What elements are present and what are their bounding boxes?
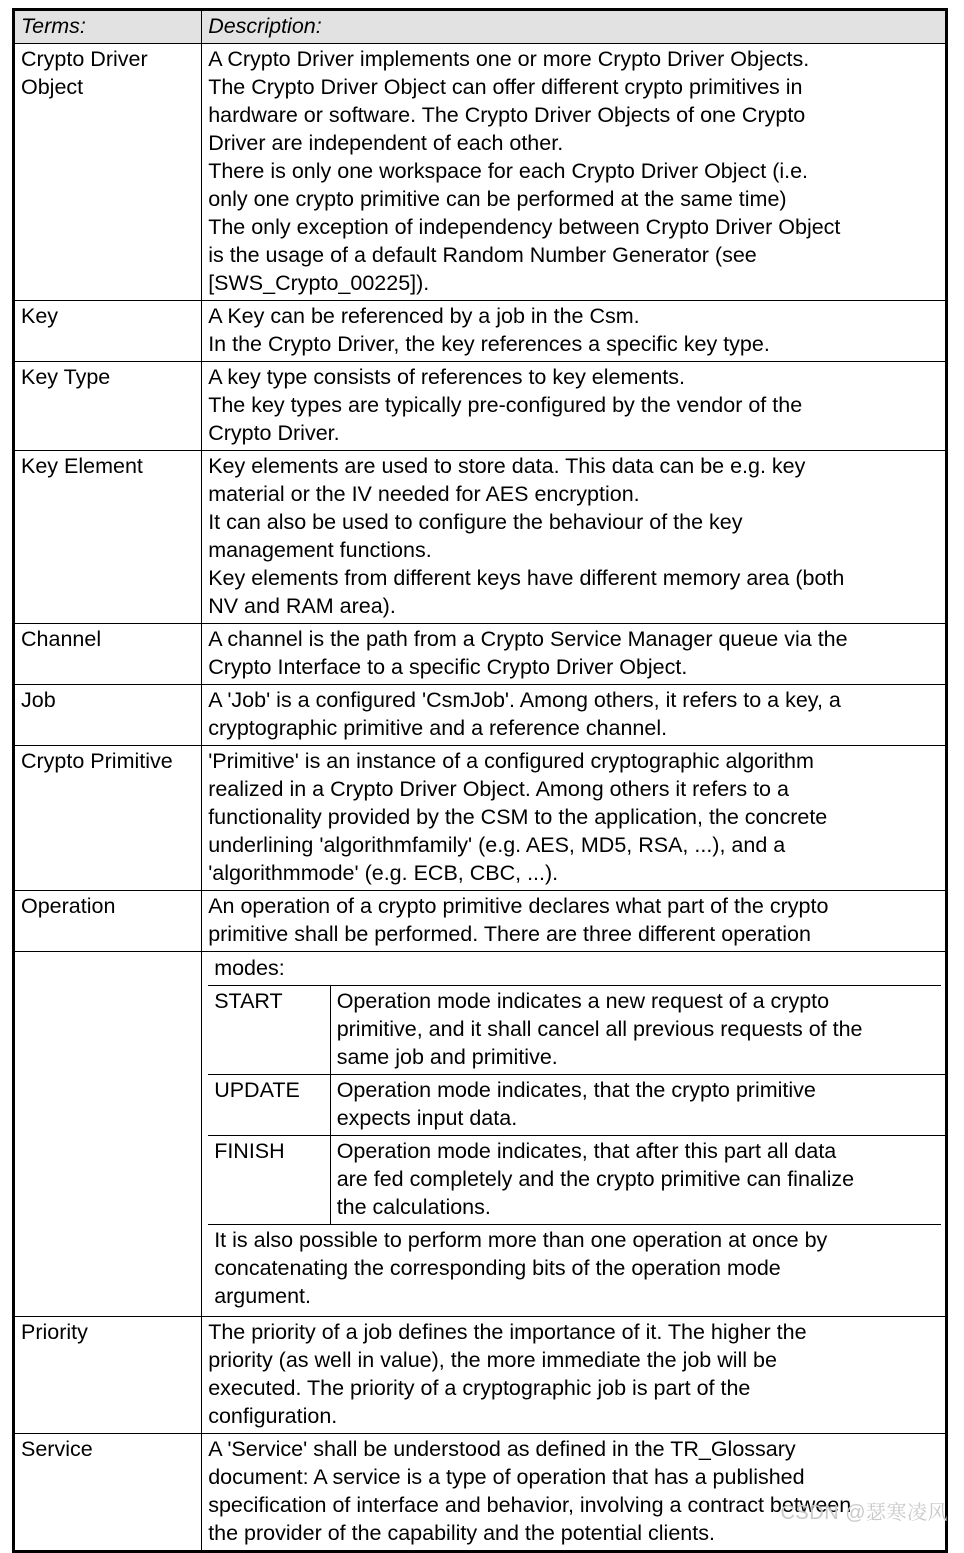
description-line: cryptographic primitive and a reference channel. [208, 716, 668, 740]
mode-description [330, 1075, 946, 1136]
term-label: Operation [14, 891, 202, 952]
description-line: configuration. [208, 1404, 338, 1428]
mode-row [208, 1075, 946, 1136]
description-line: NV and RAM area). [208, 594, 396, 618]
description-line: material or the IV needed for AES encryption. [208, 482, 640, 506]
description-line: functionality provided by the CSM to the application, the concrete [208, 805, 828, 829]
term-label: Priority [14, 1317, 202, 1434]
operation-modes-table [208, 986, 947, 1224]
description-line: In the Crypto Driver, the key references a specific key type. [208, 332, 770, 356]
description-line: only one crypto primitive can be performed at the same time) [208, 187, 787, 211]
description-line: There is only one workspace for each Crypto Driver Object (i.e. [208, 159, 809, 183]
mode-row [208, 1136, 946, 1225]
description-line: Crypto Driver. [208, 421, 340, 445]
term-label-empty [14, 952, 202, 1317]
description-line: [SWS_Crypto_00225]). [208, 271, 430, 295]
column-header-description: Description: [202, 10, 947, 44]
description-cell [202, 1434, 947, 1552]
table-row [14, 685, 947, 746]
description-line: the provider of the capability and the potential clients. [208, 1521, 715, 1545]
mode-name-finish: FINISH [208, 1136, 330, 1225]
table-header-row [14, 10, 947, 44]
description-line: document: A service is a type of operation that has a published [208, 1465, 805, 1489]
description-line: 'algorithmmode' (e.g. ECB, CBC, ...). [208, 861, 559, 885]
column-header-terms: Terms: [14, 10, 202, 44]
mode-line: expects input data. [336, 1106, 518, 1130]
term-label: Key Element [14, 451, 202, 624]
modes-tail-line: argument. [214, 1284, 311, 1308]
description-line: The priority of a job defines the importance of it. The higher the [208, 1320, 807, 1344]
description-line: primitive shall be performed. There are three different operation [208, 922, 811, 946]
table-row [14, 746, 947, 891]
description-line: A Key can be referenced by a job in the Csm. [208, 304, 640, 328]
table-row [14, 891, 947, 952]
mode-line: primitive, and it shall cancel all previous requests of the [336, 1017, 863, 1041]
term-label: Crypto Primitive [14, 746, 202, 891]
description-line: A key type consists of references to key elements. [208, 365, 685, 389]
operation-modes-container [202, 952, 947, 1317]
description-line: It can also be used to configure the behaviour of the key [208, 510, 743, 534]
term-label: Key Type [14, 362, 202, 451]
modes-lead-text: modes: [208, 953, 941, 986]
description-cell [202, 301, 947, 362]
description-cell [202, 891, 947, 952]
term-label: Channel [14, 624, 202, 685]
description-line: underlining 'algorithmfamily' (e.g. AES, MD5, RSA, ...), and a [208, 833, 786, 857]
description-cell [202, 44, 947, 301]
description-line: priority (as well in value), the more immediate the job will be [208, 1348, 777, 1372]
description-line: A 'Job' is a configured 'CsmJob'. Among others, it refers to a key, a [208, 688, 841, 712]
description-line: Crypto Interface to a specific Crypto Driver Object. [208, 655, 688, 679]
description-line: Key elements from different keys have different memory area (both [208, 566, 845, 590]
mode-line: Operation mode indicates, that the crypto primitive [336, 1078, 816, 1102]
description-line: A Crypto Driver implements one or more Crypto Driver Objects. [208, 47, 810, 71]
table-row [14, 1434, 947, 1552]
description-line: An operation of a crypto primitive declares what part of the crypto [208, 894, 829, 918]
description-line: A 'Service' shall be understood as defined in the TR_Glossary [208, 1437, 796, 1461]
mode-line: are fed completely and the crypto primitive can finalize [336, 1167, 855, 1191]
description-line: management functions. [208, 538, 432, 562]
table-row [14, 1317, 947, 1434]
table-row [14, 362, 947, 451]
description-line: The Crypto Driver Object can offer different crypto primitives in [208, 75, 803, 99]
description-line: specification of interface and behavior, involving a contract between [208, 1493, 852, 1517]
term-label: Service [14, 1434, 202, 1552]
modes-tail-line: It is also possible to perform more than one operation at once by [214, 1228, 828, 1252]
description-cell [202, 362, 947, 451]
description-cell [202, 746, 947, 891]
term-label: Key [14, 301, 202, 362]
mode-line: same job and primitive. [336, 1045, 558, 1069]
description-cell [202, 624, 947, 685]
description-line: hardware or software. The Crypto Driver Objects of one Crypto [208, 103, 806, 127]
description-line: Key elements are used to store data. This data can be e.g. key [208, 454, 806, 478]
description-line: is the usage of a default Random Number Generator (see [208, 243, 757, 267]
description-line: realized in a Crypto Driver Object. Among others it refers to a [208, 777, 789, 801]
mode-line: Operation mode indicates, that after this part all data [336, 1139, 837, 1163]
table-row [14, 44, 947, 301]
modes-tail-text [208, 1224, 941, 1313]
mode-row [208, 986, 946, 1075]
table-row [14, 451, 947, 624]
mode-name-update: UPDATE [208, 1075, 330, 1136]
term-label: Crypto Driver Object [14, 44, 202, 301]
description-cell [202, 451, 947, 624]
mode-name-start: START [208, 986, 330, 1075]
mode-description [330, 986, 946, 1075]
description-line: The key types are typically pre-configured by the vendor of the [208, 393, 803, 417]
description-cell [202, 685, 947, 746]
description-line: 'Primitive' is an instance of a configured cryptographic algorithm [208, 749, 814, 773]
glossary-table [12, 8, 948, 1553]
mode-line: Operation mode indicates a new request of a crypto [336, 989, 830, 1013]
term-label: Job [14, 685, 202, 746]
description-line: Driver are independent of each other. [208, 131, 564, 155]
description-line: A channel is the path from a Crypto Service Manager queue via the [208, 627, 848, 651]
mode-description [330, 1136, 946, 1225]
table-row [14, 301, 947, 362]
description-line: The only exception of independency between Crypto Driver Object [208, 215, 841, 239]
operation-modes-row [14, 952, 947, 1317]
table-row [14, 624, 947, 685]
csdn-watermark: CSDN @瑟寒凌风 [780, 1502, 948, 1524]
mode-line: the calculations. [336, 1195, 491, 1219]
description-cell [202, 1317, 947, 1434]
modes-tail-line: concatenating the corresponding bits of the operation mode [214, 1256, 781, 1280]
description-line: executed. The priority of a cryptographic job is part of the [208, 1376, 751, 1400]
